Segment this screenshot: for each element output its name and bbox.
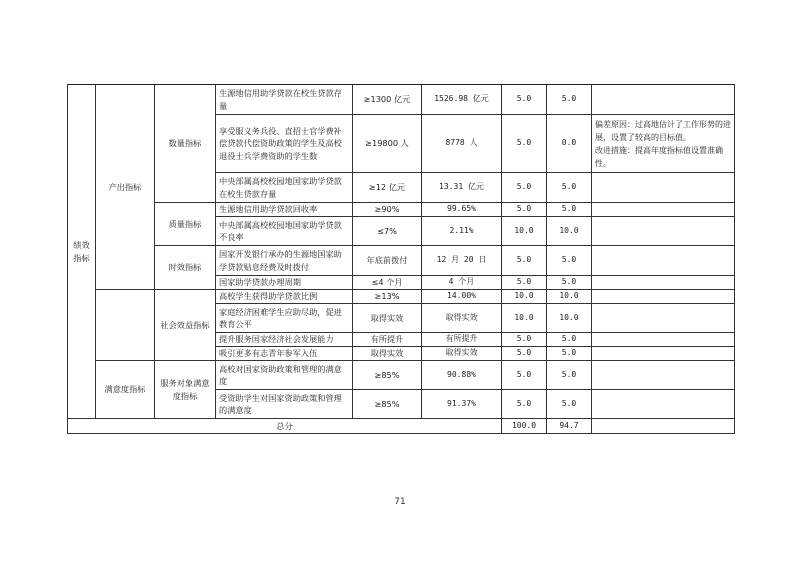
indicator-cell: 享受服义务兵役、直招士官学费补偿贷款代偿资助政策的学生及高校退役士兵学费资助的学生数 <box>216 115 353 173</box>
score-cell: 10.0 <box>547 290 592 304</box>
note-cell <box>592 246 735 276</box>
target-cell: 年底前拨付 <box>353 246 422 276</box>
target-cell: ≥19800 人 <box>353 115 422 173</box>
note-cell <box>592 217 735 246</box>
target-cell: ≤4 个月 <box>353 276 422 290</box>
level3-quality-cell: 质量指标 <box>155 203 216 246</box>
table-row <box>68 85 735 115</box>
total-score: 94.7 <box>547 419 592 434</box>
score-cell: 5.0 <box>547 390 592 419</box>
score-cell: 0.0 <box>547 115 592 173</box>
table-row <box>68 290 735 304</box>
target-cell: ≤7% <box>353 217 422 246</box>
actual-cell: 14.00% <box>422 290 502 304</box>
indicator-cell: 生源地信用助学贷款回收率 <box>216 203 353 217</box>
indicator-cell: 吸引更多有志青年参军入伍 <box>216 347 353 361</box>
score-cell: 5.0 <box>547 85 592 115</box>
actual-cell: 取得实效 <box>422 304 502 333</box>
score-cell: 5.0 <box>547 333 592 347</box>
level1-cell: 绩效指标 <box>68 85 96 419</box>
indicator-cell: 提升服务国家经济社会发展能力 <box>216 333 353 347</box>
actual-cell: 8778 人 <box>422 115 502 173</box>
weight-cell: 10.0 <box>502 290 547 304</box>
level3-social-cell: 社会效益指标 <box>155 290 216 361</box>
indicator-cell: 国家助学贷款办理周期 <box>216 276 353 290</box>
note-cell <box>592 390 735 419</box>
target-cell: ≥13% <box>353 290 422 304</box>
target-cell: ≥1300 亿元 <box>353 85 422 115</box>
indicator-cell: 生源地信用助学贷款在校生贷款存量 <box>216 85 353 115</box>
actual-cell: 13.31 亿元 <box>422 173 502 203</box>
target-cell: 有所提升 <box>353 333 422 347</box>
score-cell: 5.0 <box>547 361 592 390</box>
level3-quantity-cell: 数量指标 <box>155 85 216 203</box>
level2-satisfaction-cell: 满意度指标 <box>96 361 155 419</box>
target-cell: ≥90% <box>353 203 422 217</box>
actual-cell: 12 月 20 日 <box>422 246 502 276</box>
weight-cell: 5.0 <box>502 85 547 115</box>
actual-cell: 有所提升 <box>422 333 502 347</box>
total-weight: 100.0 <box>502 419 547 434</box>
total-row <box>68 419 735 434</box>
note-cell <box>592 361 735 390</box>
weight-cell: 5.0 <box>502 203 547 217</box>
actual-cell: 取得实效 <box>422 347 502 361</box>
note-cell <box>592 85 735 115</box>
actual-cell: 99.65% <box>422 203 502 217</box>
deviation-note: 偏差原因：过高地估计了工作形势的进展，设置了较高的目标值。 改进措施：提高年度指标值设置准确性。 <box>595 120 731 168</box>
weight-cell: 5.0 <box>502 246 547 276</box>
weight-cell: 5.0 <box>502 390 547 419</box>
score-cell: 5.0 <box>547 347 592 361</box>
score-cell: 5.0 <box>547 203 592 217</box>
target-cell: ≥85% <box>353 390 422 419</box>
target-cell: 取得实效 <box>353 347 422 361</box>
note-cell <box>592 333 735 347</box>
score-cell: 5.0 <box>547 276 592 290</box>
table-row <box>68 203 735 217</box>
weight-cell: 5.0 <box>502 361 547 390</box>
level2-output-cell: 产出指标 <box>96 85 155 290</box>
weight-cell: 5.0 <box>502 347 547 361</box>
indicator-cell: 中央部属高校校园地国家助学贷款在校生贷款存量 <box>216 173 353 203</box>
total-label: 总分 <box>68 419 502 434</box>
weight-cell: 5.0 <box>502 276 547 290</box>
note-cell <box>592 173 735 203</box>
target-cell: ≥12 亿元 <box>353 173 422 203</box>
note-cell <box>592 347 735 361</box>
actual-cell: 91.37% <box>422 390 502 419</box>
note-cell <box>592 276 735 290</box>
score-cell: 5.0 <box>547 173 592 203</box>
actual-cell: 2.11% <box>422 217 502 246</box>
actual-cell: 4 个月 <box>422 276 502 290</box>
indicator-cell: 国家开发银行承办的生源地国家助学贷款贴息经费及时拨付 <box>216 246 353 276</box>
target-cell: 取得实效 <box>353 304 422 333</box>
weight-cell: 5.0 <box>502 333 547 347</box>
indicator-cell: 受资助学生对国家资助政策和管理的满意度 <box>216 390 353 419</box>
note-cell <box>592 304 735 333</box>
weight-cell: 5.0 <box>502 173 547 203</box>
indicator-cell: 高校对国家资助政策和管理的满意度 <box>216 361 353 390</box>
weight-cell: 10.0 <box>502 217 547 246</box>
actual-cell: 90.88% <box>422 361 502 390</box>
note-cell <box>592 419 735 434</box>
note-cell <box>592 203 735 217</box>
score-cell: 10.0 <box>547 217 592 246</box>
note-cell <box>592 290 735 304</box>
target-cell: ≥85% <box>353 361 422 390</box>
weight-cell: 5.0 <box>502 115 547 173</box>
table-row <box>68 246 735 276</box>
actual-cell: 1526.98 亿元 <box>422 85 502 115</box>
score-cell: 5.0 <box>547 246 592 276</box>
level2-benefit-cell <box>96 290 155 361</box>
level3-time-cell: 时效指标 <box>155 246 216 290</box>
deviation-note-cell <box>592 115 735 173</box>
level3-service-cell: 服务对象满意度指标 <box>155 361 216 419</box>
indicator-cell: 中央部属高校校园地国家助学贷款不良率 <box>216 217 353 246</box>
performance-table <box>67 84 735 434</box>
table-row <box>68 361 735 390</box>
weight-cell: 10.0 <box>502 304 547 333</box>
indicator-cell: 家庭经济困难学生应助尽助，促进教育公平 <box>216 304 353 333</box>
indicator-cell: 高校学生获得助学贷款比例 <box>216 290 353 304</box>
score-cell: 10.0 <box>547 304 592 333</box>
page-number: 71 <box>394 497 406 507</box>
